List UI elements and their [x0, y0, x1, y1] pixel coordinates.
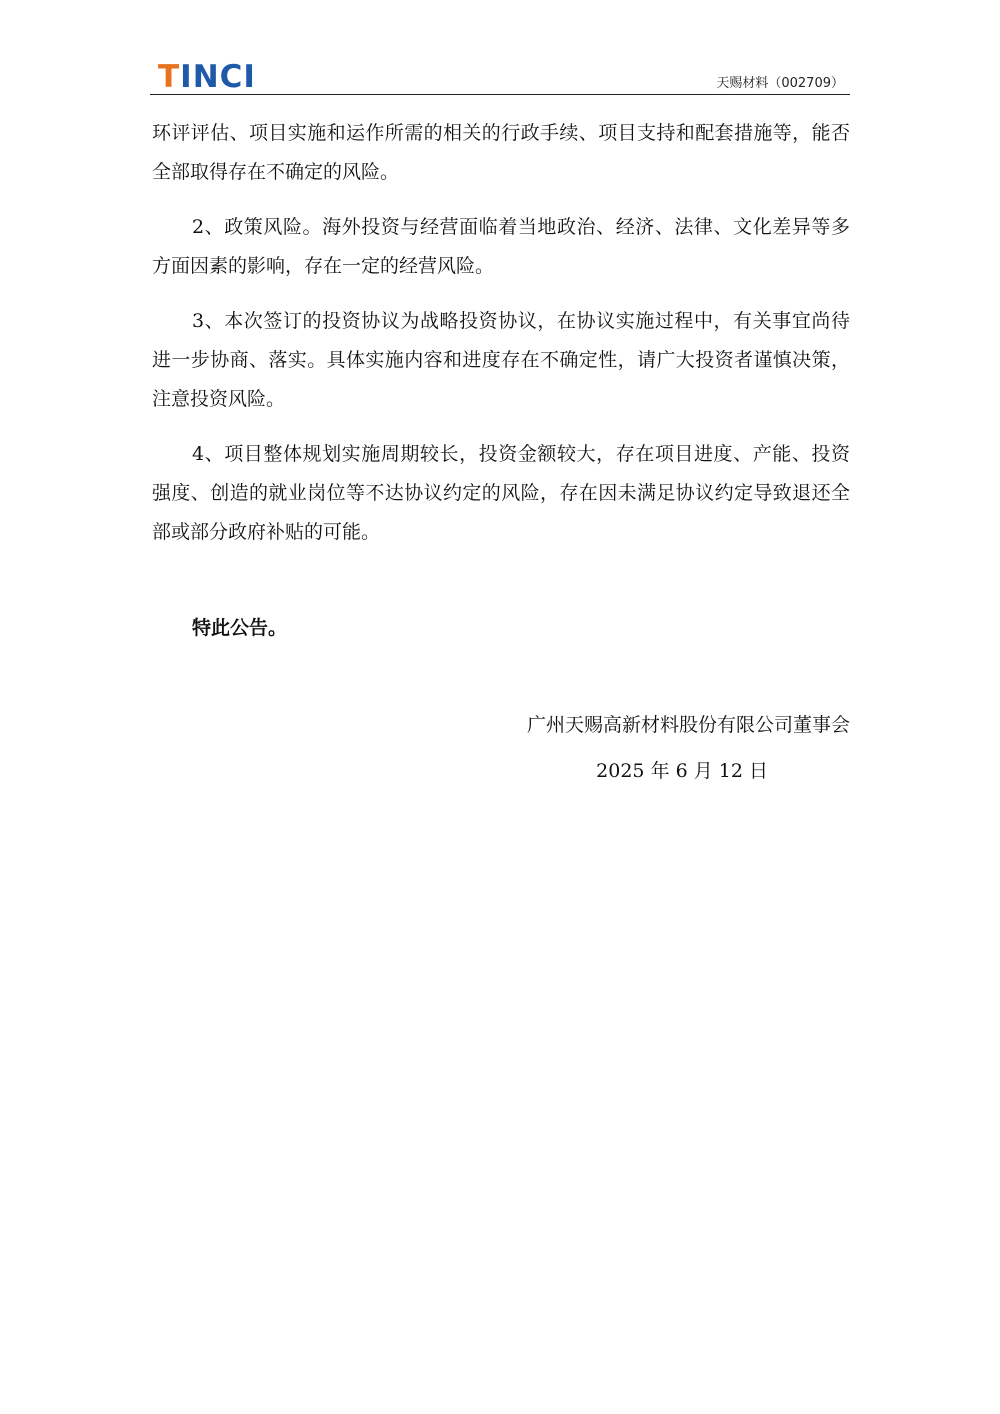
company-ticker: 天赐材料（002709）: [716, 76, 844, 91]
paragraph-policy-risk: 2、政策风险。海外投资与经营面临着当地政治、经济、法律、文化差异等多方面因素的影响，存在一定的经营风险。: [152, 216, 850, 277]
signer: 广州天赐高新材料股份有限公司董事会: [526, 714, 850, 736]
paragraph-project-risk: 4、项目整体规划实施周期较长，投资金额较大，存在项目进度、产能、投资强度、创造的就业岗位等不达协议约定的风险，存在因未满足协议约定导致退还全部或部分政府补贴的可能。: [152, 443, 850, 543]
closing-statement: 特此公告。: [192, 617, 288, 639]
paragraph-agreement-risk: 3、本次签订的投资协议为战略投资协议，在协议实施过程中，有关事宜尚待进一步协商、落实。具体实施内容和进度存在不确定性，请广大投资者谨慎决策，注意投资风险。: [152, 310, 850, 410]
logo-letters: INCI: [180, 59, 256, 95]
document-date: 2025 年 6 月 12 日: [596, 760, 768, 782]
logo-letter-t: T: [158, 59, 181, 95]
page-header: [150, 60, 850, 95]
paragraph-continued: 环评评估、项目实施和运作所需的相关的行政手续、项目支持和配套措施等，能否全部取得存在不确定的风险。: [152, 122, 850, 183]
document-body: [152, 114, 850, 568]
company-logo: [158, 59, 256, 95]
